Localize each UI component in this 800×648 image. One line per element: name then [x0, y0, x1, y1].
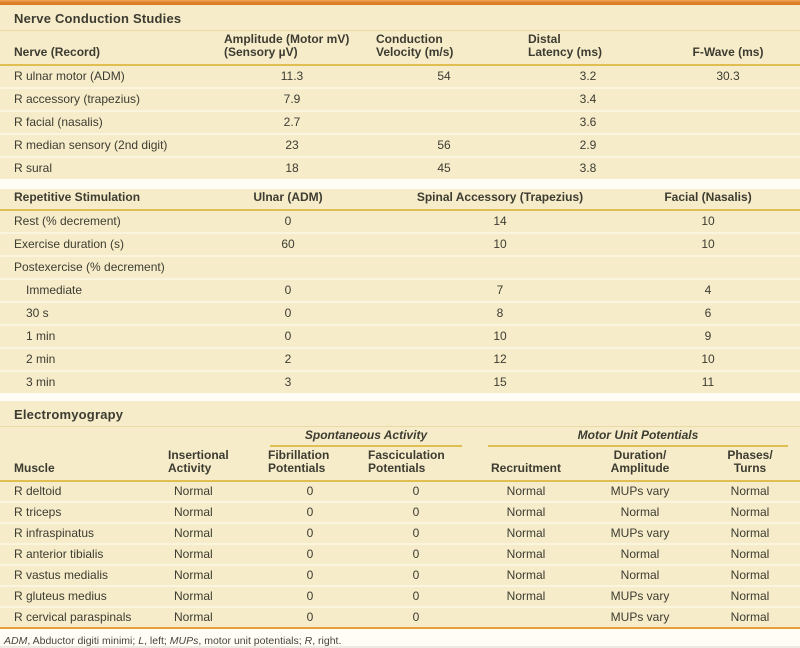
group-header-label: Spontaneous Activity	[270, 429, 462, 447]
cell-value	[472, 607, 580, 627]
column-header-label: Conduction	[376, 32, 443, 46]
table-row	[0, 88, 800, 111]
column-header-label: Turns	[733, 461, 767, 475]
cell-value: 0	[412, 484, 420, 498]
cell-value: 3.8	[520, 157, 656, 179]
cell-value	[616, 256, 800, 279]
cell-value: 3	[192, 371, 384, 393]
electromyography-table	[0, 427, 800, 627]
section-gap	[0, 393, 800, 401]
reps-header-row	[0, 189, 800, 210]
column-header-amplitude	[216, 31, 368, 65]
abbreviation-term: MUPs	[169, 635, 199, 647]
abbreviation-definition: , left;	[144, 635, 170, 647]
group-header-motor-unit-potentials	[472, 427, 800, 447]
table-row	[0, 565, 800, 586]
column-header-duration-amplitude	[580, 447, 700, 481]
row-label: Rest (% decrement)	[14, 214, 121, 228]
column-header-muscle	[0, 447, 160, 481]
column-header-recruitment	[472, 447, 580, 481]
group-header-spacer	[0, 427, 260, 447]
column-header-facial-nasalis	[616, 189, 800, 210]
table-row	[0, 523, 800, 544]
column-header-label: Latency (ms)	[528, 45, 603, 59]
cell-value: Normal	[580, 544, 700, 565]
column-header-phases-turns	[700, 447, 800, 481]
cell-value: 0	[260, 586, 360, 607]
table-row	[0, 256, 800, 279]
table-row	[0, 233, 800, 256]
cell-value: Normal	[472, 523, 580, 544]
row-label: Exercise duration (s)	[0, 233, 192, 256]
cell-value: 15	[384, 371, 616, 393]
cell-value: 14	[493, 214, 507, 228]
row-label: 1 min	[0, 325, 192, 348]
cell-value: Normal	[160, 607, 260, 627]
table-row	[0, 481, 800, 502]
cell-value: Normal	[506, 484, 546, 498]
table-row	[0, 302, 800, 325]
emg-header-row	[0, 447, 800, 481]
cell-value: MUPs vary	[580, 586, 700, 607]
cell-value: 2.7	[216, 111, 368, 134]
cell-value: 3.4	[520, 88, 656, 111]
cell-value: Normal	[472, 565, 580, 586]
column-header-label: Insertional	[168, 448, 229, 462]
section-nerve-conduction	[0, 5, 800, 179]
cell-value: Normal	[700, 565, 800, 586]
cell-value: Normal	[472, 544, 580, 565]
cell-value: 6	[616, 302, 800, 325]
table-row	[0, 607, 800, 627]
row-label: Immediate	[0, 279, 192, 302]
table-row	[0, 502, 800, 523]
cell-value: 0	[360, 586, 472, 607]
cell-value: 2	[192, 348, 384, 371]
section-repetitive-stimulation	[0, 189, 800, 393]
column-header-label: Potentials	[268, 461, 326, 475]
cell-value: Normal	[580, 502, 700, 523]
cell-value: Normal	[174, 484, 213, 498]
column-header-label: Amplitude	[610, 461, 670, 475]
emg-table-body	[0, 481, 800, 627]
cell-value: Normal	[730, 484, 770, 498]
cell-value: 0	[360, 565, 472, 586]
cell-value: MUPs vary	[580, 523, 700, 544]
section-title-electromyography: Electromyograpy	[0, 401, 800, 427]
cell-value: MUPs vary	[580, 607, 700, 627]
cell-value: 9	[616, 325, 800, 348]
row-label: R accessory (trapezius)	[0, 88, 216, 111]
ncs-header-row	[0, 31, 800, 65]
section-electromyography	[0, 401, 800, 629]
row-label: 30 s	[0, 302, 192, 325]
cell-value: Normal	[700, 586, 800, 607]
cell-value: 0	[260, 607, 360, 627]
cell-value: 0	[306, 484, 314, 498]
cell-value: 0	[260, 565, 360, 586]
row-label: R cervical paraspinals	[0, 607, 160, 627]
abbreviation-term: ADM	[4, 635, 28, 647]
abbreviations-footnote	[0, 629, 800, 648]
cell-value: 10	[616, 233, 800, 256]
cell-value: Normal	[160, 502, 260, 523]
table-row	[0, 210, 800, 233]
cell-value: 0	[192, 325, 384, 348]
cell-value: 0	[192, 279, 384, 302]
row-label: R sural	[0, 157, 216, 179]
row-label: R ulnar motor (ADM)	[14, 69, 125, 83]
column-header-spinal-accessory	[384, 189, 616, 210]
cell-value: 11.3	[280, 69, 304, 83]
cell-value: 0	[260, 523, 360, 544]
repetitive-stimulation-table	[0, 189, 800, 393]
abbreviation-definition: , Abductor digiti minimi;	[27, 635, 139, 647]
cell-value: 11	[616, 371, 800, 393]
cell-value: Normal	[472, 586, 580, 607]
cell-value: 4	[616, 279, 800, 302]
cell-value: 0	[192, 302, 384, 325]
column-header-label: F-Wave (ms)	[692, 45, 764, 59]
table-row	[0, 325, 800, 348]
row-label: Postexercise (% decrement)	[0, 256, 192, 279]
row-label: R gluteus medius	[0, 586, 160, 607]
table-row	[0, 544, 800, 565]
cell-value: 3.2	[579, 69, 597, 83]
reps-table-body	[0, 210, 800, 393]
cell-value: 45	[368, 157, 520, 179]
column-header-ulnar-adm	[192, 189, 384, 210]
column-header-label: Ulnar (ADM)	[253, 190, 323, 204]
column-header-conduction-velocity	[368, 31, 520, 65]
cell-value: 0	[260, 544, 360, 565]
cell-value	[656, 134, 800, 157]
abbreviation-definition: , right.	[312, 635, 342, 647]
row-label: R deltoid	[14, 484, 62, 498]
column-header-distal-latency	[520, 31, 656, 65]
column-header-label: Muscle	[14, 461, 55, 475]
cell-value: MUPs vary	[610, 484, 670, 498]
cell-value	[384, 256, 616, 279]
column-header-label: Nerve (Record)	[14, 45, 101, 59]
column-header-label: Potentials	[368, 461, 426, 475]
cell-value: Normal	[160, 565, 260, 586]
column-header-fibrillation-potentials	[260, 447, 360, 481]
column-header-repetitive-stimulation	[0, 189, 192, 210]
row-label: 3 min	[0, 371, 192, 393]
cell-value: 0	[360, 502, 472, 523]
cell-value: Normal	[472, 502, 580, 523]
column-header-label: Amplitude (Motor mV)	[224, 32, 350, 46]
column-header-fasciculation-potentials	[360, 447, 472, 481]
cell-value: 56	[368, 134, 520, 157]
column-header-label: Recruitment	[490, 461, 561, 475]
row-label: R facial (nasalis)	[0, 111, 216, 134]
column-header-label: Fibrillation	[268, 448, 330, 462]
table-row	[0, 111, 800, 134]
row-label: R anterior tibialis	[0, 544, 160, 565]
table-row	[0, 65, 800, 88]
cell-value: 10	[616, 348, 800, 371]
cell-value: Normal	[700, 523, 800, 544]
column-header-label: Duration/	[613, 448, 667, 462]
cell-value	[656, 88, 800, 111]
cell-value	[368, 88, 520, 111]
column-header-insertional-activity	[160, 447, 260, 481]
cell-value	[192, 256, 384, 279]
cell-value: 23	[216, 134, 368, 157]
cell-value: Normal	[580, 565, 700, 586]
table-row	[0, 279, 800, 302]
table-row	[0, 157, 800, 179]
cell-value: Normal	[700, 607, 800, 627]
cell-value: 7	[384, 279, 616, 302]
column-header-label: Distal	[528, 32, 561, 46]
cell-value: 2.9	[520, 134, 656, 157]
cell-value: Normal	[700, 544, 800, 565]
cell-value: 0	[360, 523, 472, 544]
group-header-spontaneous-activity	[260, 427, 472, 447]
cell-value: 7.9	[216, 88, 368, 111]
cell-value: 54	[437, 69, 451, 83]
cell-value: 10	[384, 233, 616, 256]
column-header-label: Facial (Nasalis)	[664, 190, 752, 204]
cell-value: 0	[260, 502, 360, 523]
column-header-f-wave	[656, 31, 800, 65]
column-header-label: Activity	[168, 461, 212, 475]
cell-value: Normal	[160, 586, 260, 607]
cell-value: 0	[360, 607, 472, 627]
column-header-label: Spinal Accessory (Trapezius)	[416, 190, 584, 204]
cell-value: 10	[701, 214, 715, 228]
cell-value	[368, 111, 520, 134]
table-row	[0, 134, 800, 157]
cell-value: 3.6	[520, 111, 656, 134]
column-header-label: (Sensory µV)	[224, 45, 298, 59]
cell-value	[656, 157, 800, 179]
cell-value: Normal	[160, 544, 260, 565]
emg-group-header-row	[0, 427, 800, 447]
column-header-label: Fasciculation	[368, 448, 445, 462]
cell-value: 12	[384, 348, 616, 371]
cell-value: 10	[384, 325, 616, 348]
column-header-label: Repetitive Stimulation	[14, 190, 141, 204]
cell-value: 0	[360, 544, 472, 565]
cell-value: 8	[384, 302, 616, 325]
section-gap	[0, 179, 800, 189]
row-label: R vastus medialis	[0, 565, 160, 586]
column-header-label: Phases/	[727, 448, 773, 462]
cell-value: 0	[284, 214, 292, 228]
cell-value: Normal	[160, 523, 260, 544]
group-header-label: Motor Unit Potentials	[488, 429, 788, 447]
cell-value: 18	[216, 157, 368, 179]
cell-value: Normal	[700, 502, 800, 523]
row-label: R infraspinatus	[0, 523, 160, 544]
abbreviation-term: L	[138, 635, 145, 647]
table-row	[0, 348, 800, 371]
column-header-nerve-record	[0, 31, 216, 65]
column-header-label: Velocity (m/s)	[376, 45, 454, 59]
abbreviation-term: R	[304, 635, 313, 647]
ncs-table-body	[0, 65, 800, 179]
row-label: 2 min	[0, 348, 192, 371]
row-label: R median sensory (2nd digit)	[0, 134, 216, 157]
abbreviation-definition: , motor unit potentials;	[198, 635, 305, 647]
table-row	[0, 586, 800, 607]
cell-value: 30.3	[716, 69, 740, 83]
table-row	[0, 371, 800, 393]
cell-value: 60	[192, 233, 384, 256]
cell-value	[656, 111, 800, 134]
section-title-nerve-conduction: Nerve Conduction Studies	[0, 5, 800, 31]
nerve-conduction-table	[0, 31, 800, 179]
row-label: R triceps	[0, 502, 160, 523]
